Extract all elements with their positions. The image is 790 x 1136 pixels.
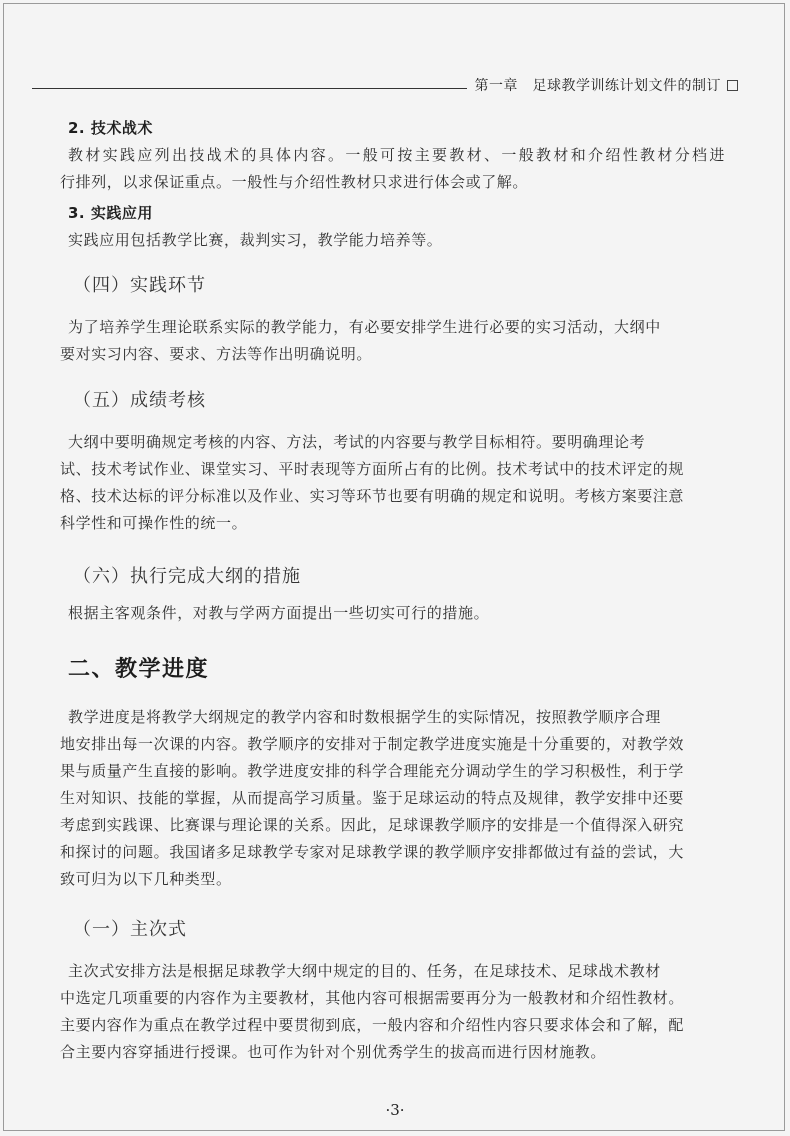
paragraph-line: 果与质量产生直接的影响。教学进度安排的科学合理能充分调动学生的学习积极性，利于学: [60, 762, 685, 780]
paragraph-line: 格、技术达标的评分标准以及作业、实习等环节也要有明确的规定和说明。考核方案要注意: [60, 487, 685, 505]
paragraph-line: 大纲中要明确规定考核的内容、方法，考试的内容要与教学目标相符。要明确理论考: [68, 433, 646, 451]
paragraph-line: 试、技术考试作业、课堂实习、平时表现等方面所占有的比例。技术考试中的技术评定的规: [60, 460, 685, 478]
paragraph-line: 地安排出每一次课的内容。教学顺序的安排对于制定教学进度实施是十分重要的，对教学效: [60, 735, 685, 753]
running-title: 第一章 足球教学训练计划文件的制订: [474, 78, 721, 94]
header-rule: [32, 88, 467, 89]
paragraph-line: 主次式安排方法是根据足球教学大纲中规定的目的、任务，在足球技术、足球战术教材: [68, 962, 661, 980]
paragraph-text: 教材实践应列出技战术的具体内容。一般可按主要教材、一般教材和介绍性教材分档进: [68, 146, 725, 164]
section-title-measures: （六）执行完成大纲的措施: [73, 566, 301, 587]
paragraph-line: 根据主客观条件，对教与学两方面提出一些切实可行的措施。: [68, 604, 490, 622]
chapter-section-title: 二、教学进度: [68, 657, 210, 682]
section-title-practice-link: （四）实践环节: [73, 275, 206, 296]
paragraph-line: 中选定几项重要的内容作为主要教材，其他内容可根据需要再分为一般教材和介绍性教材。: [60, 989, 685, 1007]
paragraph-line: 致可归为以下几种类型。: [60, 870, 232, 888]
paragraph-line: 教学进度是将教学大纲规定的教学内容和时数根据学生的实际情况，按照教学顺序合理: [68, 708, 661, 726]
paragraph-line: 主要内容作为重点在教学过程中要贯彻到底，一般内容和介绍性内容只要求体会和了解，配: [60, 1016, 685, 1034]
header-box-icon: [727, 80, 738, 91]
paragraph-line: 为了培养学生理论联系实际的教学能力，有必要安排学生进行必要的实习活动，大纲中: [68, 318, 661, 336]
paragraph-line: [68, 145, 725, 165]
paragraph-line: 行排列，以求保证重点。一般性与介绍性教材只求进行体会或了解。: [60, 173, 529, 191]
paragraph-line: 实践应用包括教学比赛，裁判实习，教学能力培养等。: [68, 231, 443, 249]
section-title-assessment: （五）成绩考核: [73, 390, 206, 411]
paragraph-line: 和探讨的问题。我国诸多足球教学专家对足球教学课的教学顺序安排都做过有益的尝试，大: [60, 843, 685, 861]
subsection-heading-tech-tactics: 2. 技术战术: [68, 119, 153, 137]
paragraph-line: 科学性和可操作性的统一。: [60, 514, 248, 532]
page-number: ·3·: [385, 1101, 405, 1119]
paragraph-line: 生对知识、技能的掌握，从而提高学习质量。鉴于足球运动的特点及规律，教学安排中还要: [60, 789, 685, 807]
paragraph-line: 考虑到实践课、比赛课与理论课的关系。因此，足球课教学顺序的安排是一个值得深入研究: [60, 816, 685, 834]
running-header: [32, 74, 738, 96]
section-title-primary-secondary: （一）主次式: [73, 919, 187, 940]
paragraph-line: 要对实习内容、要求、方法等作出明确说明。: [60, 345, 373, 363]
paragraph-line: 合主要内容穿插进行授课。也可作为针对个别优秀学生的拔高而进行因材施教。: [60, 1043, 607, 1061]
subsection-heading-practice: 3. 实践应用: [68, 204, 153, 222]
